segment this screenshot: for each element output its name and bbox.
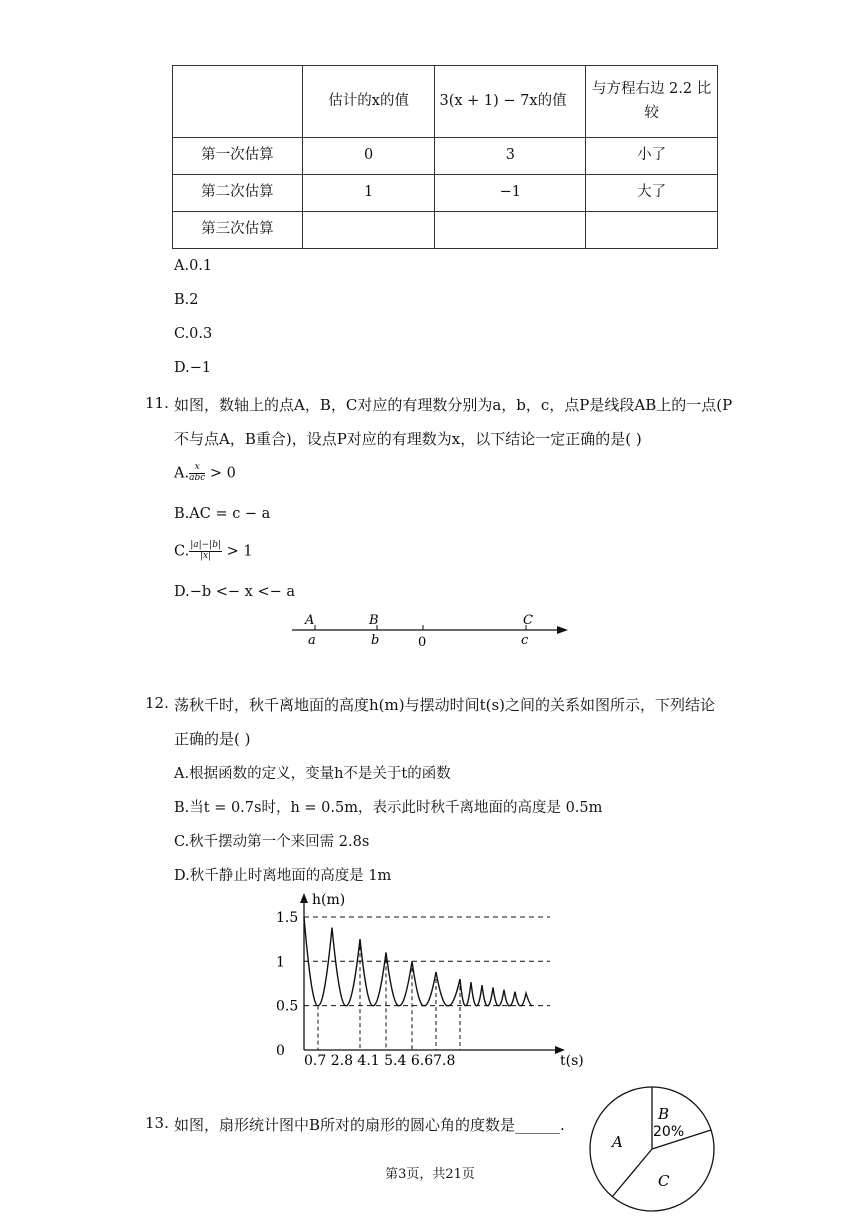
table-row <box>173 175 718 212</box>
table-row <box>173 212 718 249</box>
q11-stem-line2: 不与点A，B重合)，设点P对应的有理数为x，以下结论一定正确的是( ) <box>174 430 642 448</box>
point-label-a: A <box>305 613 315 628</box>
q11-stem-line1: 如图，数轴上的点A，B，C对应的有理数分别为a，b，c，点P是线段AB上的一点(P <box>174 396 733 414</box>
q11-option-b: B.AC = c − a <box>174 506 271 522</box>
point-label-b: B <box>369 613 379 628</box>
chart-y-tick-labels <box>276 910 298 1059</box>
value-label-b: b <box>371 633 380 648</box>
table-cell: 0 <box>302 138 435 175</box>
q12-stem-line2: 正确的是( ) <box>174 730 251 748</box>
table-cell: −1 <box>435 175 586 212</box>
q10-option-d: D.−1 <box>174 360 212 376</box>
table-header-cell: 3(x + 1) − 7x的值 <box>435 66 586 138</box>
table-cell: 第一次估算 <box>173 138 303 175</box>
q13-number: 13. <box>145 1114 169 1132</box>
table-cell: 第三次估算 <box>173 212 303 249</box>
pie-label-c: C <box>658 1172 670 1190</box>
q12-stem-line1: 荡秋千时，秋千离地面的高度h(m)与摆动时间t(s)之间的关系如图所示，下列结论 <box>174 696 716 714</box>
q13-stem: 如图，扇形统计图中B所对的扇形的圆心角的度数是______. <box>174 1116 565 1134</box>
chart-x-axis-label: t(s) <box>560 1053 584 1069</box>
q11-option-c-suffix: > 1 <box>221 543 253 560</box>
table-cell <box>586 212 718 249</box>
q12-option-c: C.秋千摆动第一个来回需 2.8s <box>174 834 370 850</box>
table-row <box>173 138 718 175</box>
q10-option-c: C.0.3 <box>174 326 213 342</box>
fraction-numerator: x <box>189 463 205 474</box>
page-footer: 第3页，共21页 <box>385 1167 475 1182</box>
fraction <box>189 541 222 562</box>
estimation-table <box>172 65 718 249</box>
table-cell: 第二次估算 <box>173 175 303 212</box>
q11-option-c <box>174 541 253 562</box>
value-label-a: a <box>308 633 316 648</box>
table-header-cell: 估计的x的值 <box>302 66 435 138</box>
table-cell: 小了 <box>586 138 718 175</box>
chart-y-tick-label: 0 <box>276 1043 285 1059</box>
pie-label-b: B <box>658 1105 670 1123</box>
q11-option-a <box>174 463 236 484</box>
arrow-icon <box>557 626 568 634</box>
y-axis-arrow-icon <box>300 893 308 903</box>
q11-option-a-prefix: A. <box>174 465 190 482</box>
value-label-zero: 0 <box>418 635 427 650</box>
table-cell <box>302 212 435 249</box>
table-cell <box>435 212 586 249</box>
pie-label-b-percent: 20% <box>653 1124 685 1140</box>
table-header-cell: 与方程右边 2.2 比较 <box>586 66 718 138</box>
fraction <box>189 463 205 484</box>
chart-y-tick-label: 1.5 <box>276 909 299 926</box>
q10-option-a: A.0.1 <box>174 258 213 274</box>
table-cell: 1 <box>302 175 435 212</box>
pie-label-a: A <box>612 1133 623 1151</box>
chart-drop-lines <box>318 939 460 1050</box>
q10-option-b: B.2 <box>174 292 199 308</box>
q12-option-d: D.秋千静止时离地面的高度是 1m <box>174 868 392 884</box>
q11-option-a-suffix: > 0 <box>205 465 236 482</box>
q11-number: 11. <box>145 394 169 412</box>
table-cell: 大了 <box>586 175 718 212</box>
q12-option-b: B.当t = 0.7s时，h = 0.5m，表示此时秋千离地面的高度是 0.5m <box>174 800 603 816</box>
q12-number: 12. <box>145 694 169 712</box>
fraction-denominator: |x| <box>200 550 212 561</box>
swing-height-chart <box>270 885 590 1075</box>
q11-option-d: D.−b <− x <− a <box>174 584 296 600</box>
chart-y-tick-label: 0.5 <box>276 998 299 1015</box>
chart-x-tick-labels: 0.7 2.8 4.1 5.4 6.67.8 <box>304 1053 456 1069</box>
q12-option-a: A.根据函数的定义，变量h不是关于t的函数 <box>174 766 451 782</box>
number-line-figure <box>285 610 580 652</box>
chart-y-axis-label: h(m) <box>312 892 346 908</box>
value-label-c: c <box>521 633 529 648</box>
pie-chart <box>588 1085 716 1213</box>
point-label-c: C <box>523 613 533 628</box>
table-cell: 3 <box>435 138 586 175</box>
fraction-numerator: |a|−|b| <box>190 540 221 550</box>
chart-y-tick-label: 1 <box>276 954 285 971</box>
fraction-denominator: abc <box>189 472 206 483</box>
q11-option-c-prefix: C. <box>174 543 190 560</box>
table-header-row <box>173 66 718 138</box>
table-header-cell <box>173 66 303 138</box>
